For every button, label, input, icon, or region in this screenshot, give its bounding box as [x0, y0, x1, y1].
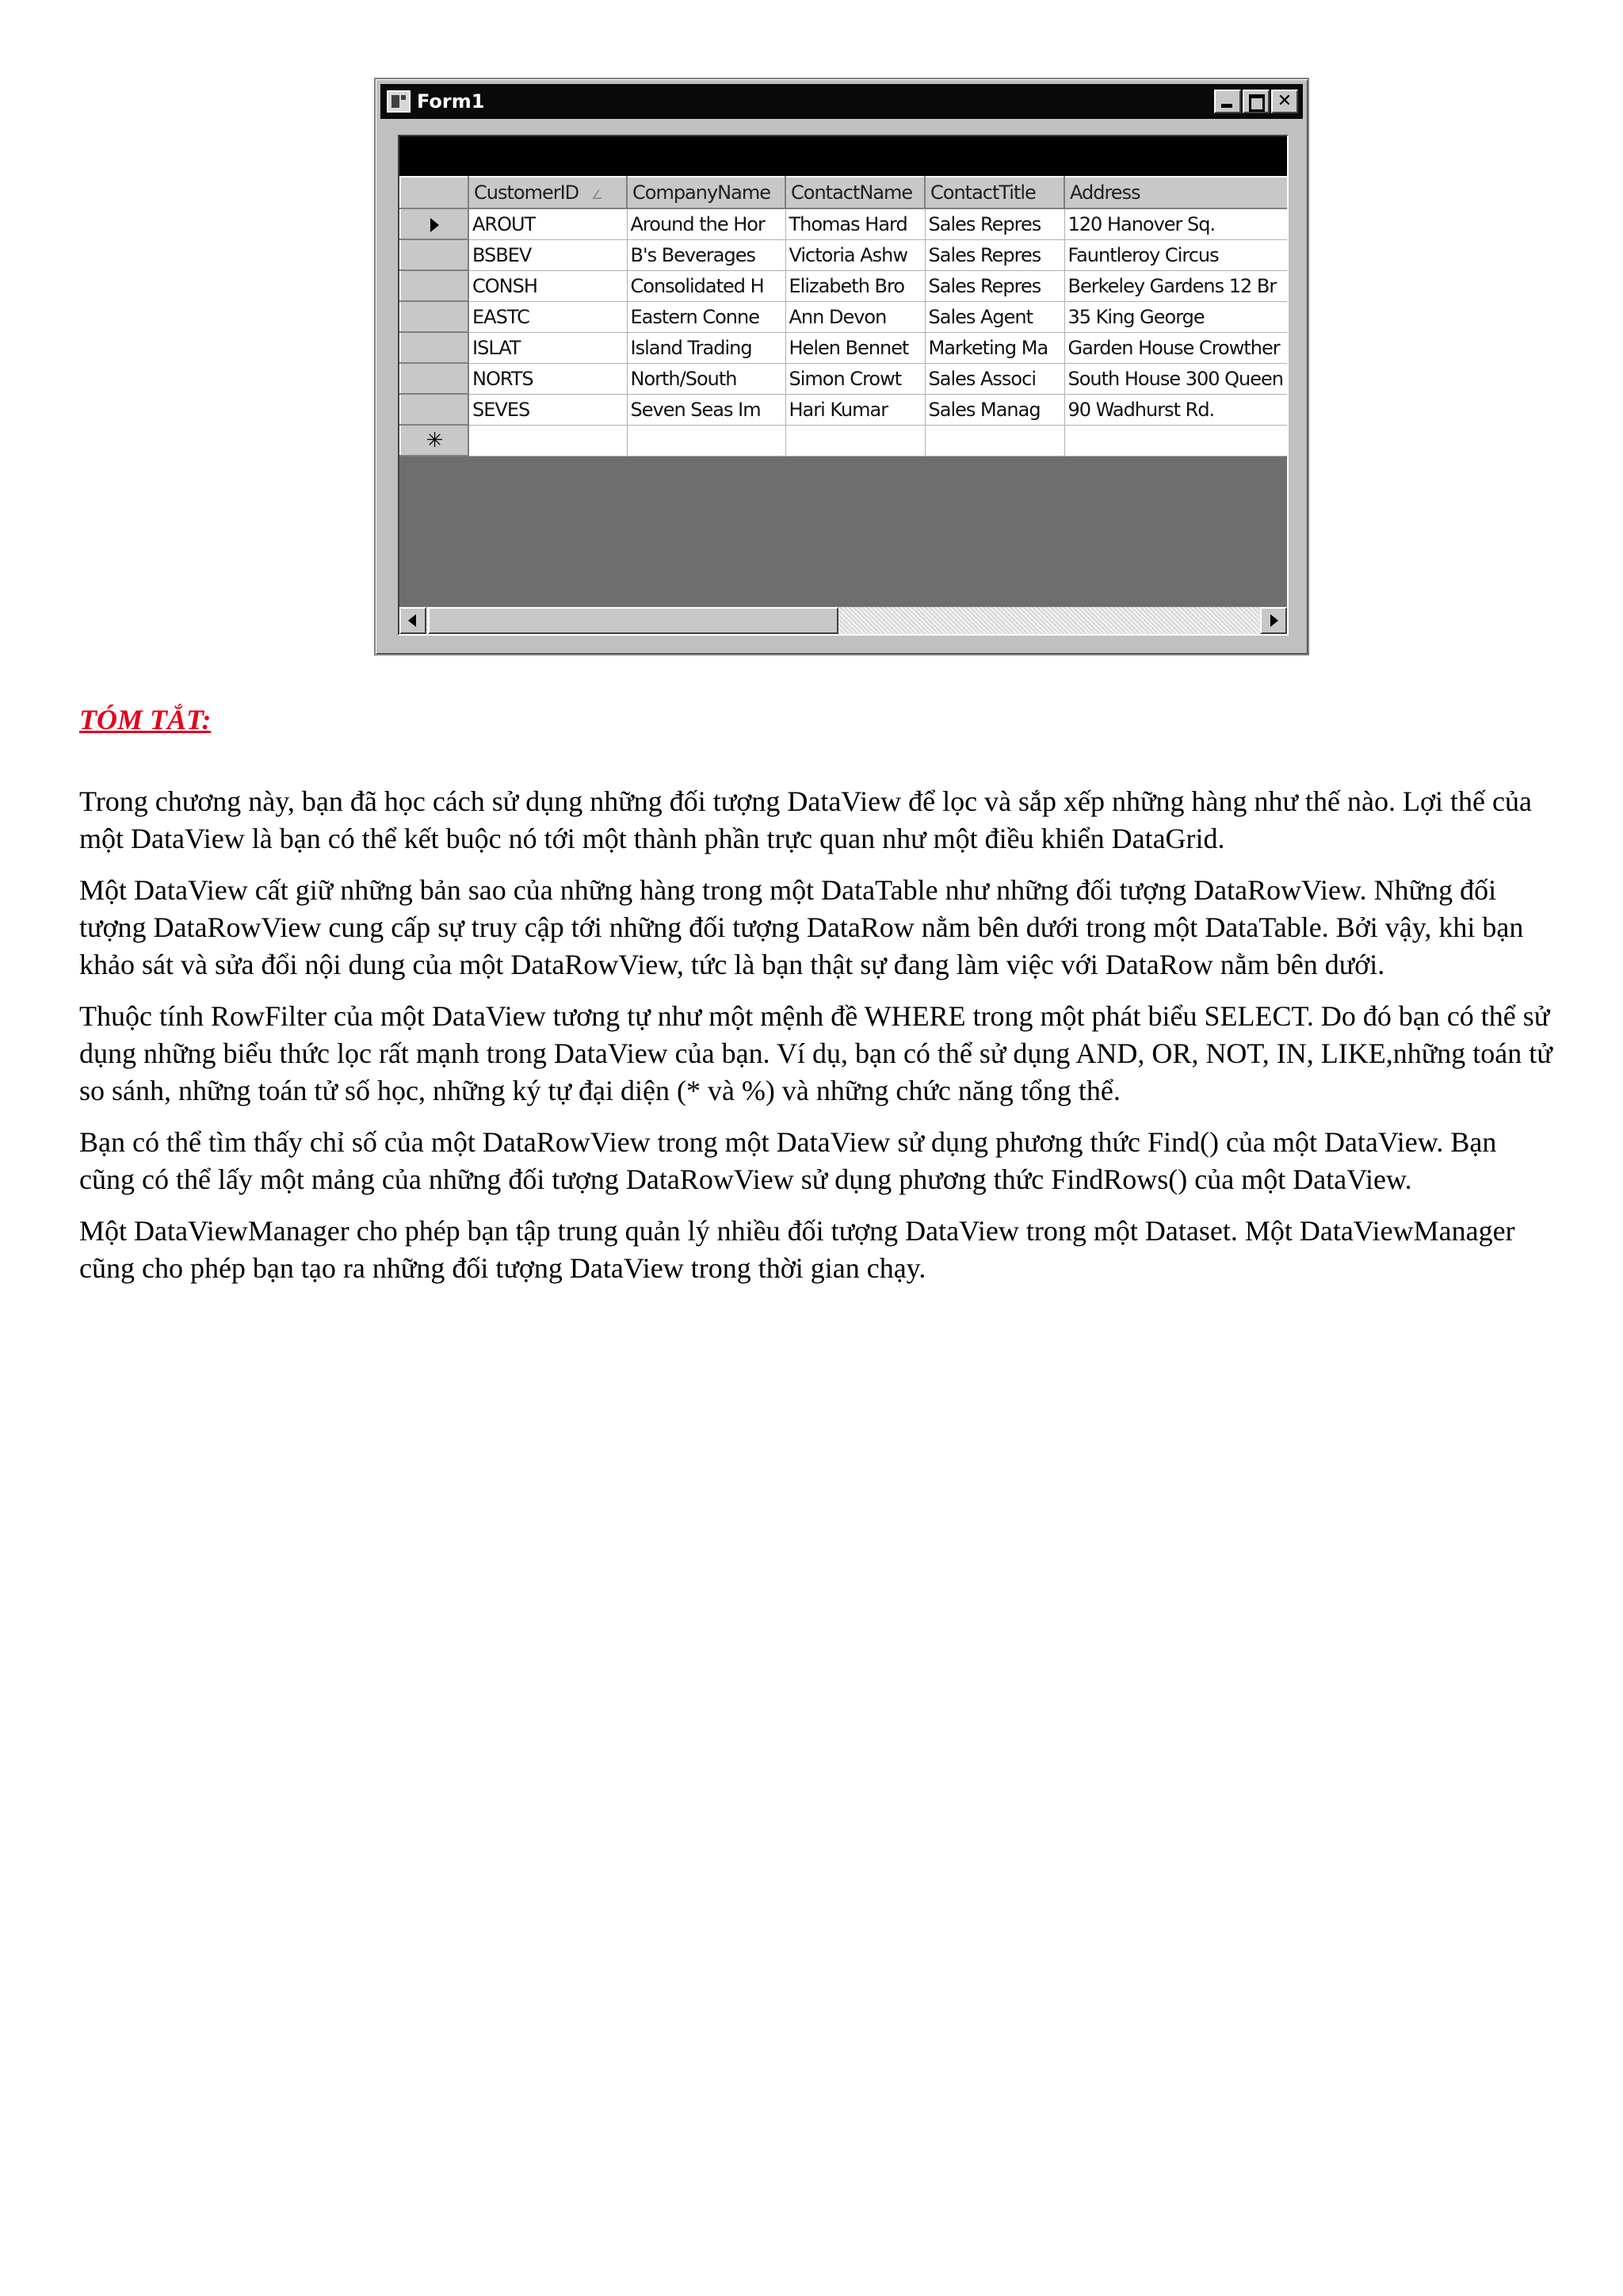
cell[interactable]: Victoria Ashw: [785, 239, 925, 270]
app-icon[interactable]: [387, 90, 411, 113]
form1-window: [374, 78, 1309, 655]
cell[interactable]: [1064, 425, 1288, 456]
summary-heading: TÓM TẮT:: [79, 704, 212, 735]
cell[interactable]: Seven Seas Im: [627, 394, 785, 425]
row-selector[interactable]: [400, 239, 468, 270]
table-row[interactable]: [400, 394, 1288, 425]
cell[interactable]: Elizabeth Bro: [785, 270, 925, 301]
cell[interactable]: Consolidated H: [627, 270, 785, 301]
new-row-selector[interactable]: [400, 425, 468, 456]
grid-table: [399, 176, 1289, 457]
cell[interactable]: Ann Devon: [785, 301, 925, 332]
cell[interactable]: Eastern Conne: [627, 301, 785, 332]
cell[interactable]: Island Trading: [627, 332, 785, 363]
cell[interactable]: Sales Agent: [925, 301, 1064, 332]
table-row[interactable]: [400, 208, 1288, 239]
table-row[interactable]: [400, 363, 1288, 394]
scroll-right-arrow-icon[interactable]: [1260, 607, 1287, 634]
cell[interactable]: Berkeley Gardens 12 Br: [1064, 270, 1288, 301]
cell[interactable]: Sales Repres: [925, 239, 1064, 270]
scroll-left-arrow-icon[interactable]: [399, 607, 426, 634]
grid-caption-bar: [399, 136, 1287, 176]
cell[interactable]: Sales Associ: [925, 363, 1064, 394]
summary-paragraph: Một DataView cất giữ những bản sao của những hàng trong một DataTable như những đối tượng DataRowView. Những đối tượng DataRowView cung cấp sự truy cập tới những đối tượng DataRow nằm bên dưới trong một DataTable. Bởi vậy, khi bạn khảo sát và sửa đổi nội dung của một DataRowView, tức là bạn thật sự đang làm việc với DataRow nằm bên dưới.: [79, 874, 1524, 980]
summary-paragraph: Một DataViewManager cho phép bạn tập trung quản lý nhiều đối tượng DataView trong một Dataset. Một DataViewManager cũng cho phép bạn tạo ra những đối tượng DataView trong thời gian chạy.: [79, 1215, 1515, 1284]
cell[interactable]: EASTC: [468, 301, 627, 332]
sort-indicator-icon: ∠: [591, 187, 602, 202]
new-row[interactable]: [400, 425, 1288, 456]
row-selector[interactable]: [400, 332, 468, 363]
cell[interactable]: Sales Manag: [925, 394, 1064, 425]
cell[interactable]: BSBEV: [468, 239, 627, 270]
grid-header-row: [400, 177, 1288, 208]
scrollbar-thumb[interactable]: [428, 607, 838, 634]
cell[interactable]: Garden House Crowther: [1064, 332, 1288, 363]
row-selector[interactable]: [400, 363, 468, 394]
cell[interactable]: [468, 425, 627, 456]
column-header-customerid[interactable]: [468, 177, 627, 208]
cell[interactable]: North/South: [627, 363, 785, 394]
column-header-address[interactable]: Address: [1064, 177, 1288, 208]
cell[interactable]: [925, 425, 1064, 456]
cell[interactable]: 90 Wadhurst Rd.: [1064, 394, 1288, 425]
current-row-arrow-icon: [430, 218, 439, 232]
maximize-button[interactable]: [1243, 90, 1270, 113]
table-row[interactable]: [400, 332, 1288, 363]
cell[interactable]: Around the Hor: [627, 208, 785, 239]
window-title: Form1: [417, 90, 485, 113]
row-selector[interactable]: [400, 394, 468, 425]
cell[interactable]: SEVES: [468, 394, 627, 425]
summary-paragraph: Trong chương này, bạn đã học cách sử dụng những đối tượng DataView để lọc và sắp xếp những hàng như thế nào. Lợi thế của một DataView là bạn có thể kết buộc nó tới một thành phần trực quan như một điều khiển DataGrid.: [79, 785, 1532, 854]
cell[interactable]: Hari Kumar: [785, 394, 925, 425]
cell[interactable]: Thomas Hard: [785, 208, 925, 239]
cell[interactable]: [785, 425, 925, 456]
new-row-asterisk-icon: ✳: [426, 428, 443, 453]
table-row[interactable]: [400, 270, 1288, 301]
title-bar[interactable]: [380, 84, 1303, 119]
row-selector[interactable]: [400, 301, 468, 332]
cell[interactable]: Sales Repres: [925, 208, 1064, 239]
cell[interactable]: Sales Repres: [925, 270, 1064, 301]
minimize-button[interactable]: [1214, 90, 1241, 113]
cell[interactable]: Helen Bennet: [785, 332, 925, 363]
table-row[interactable]: [400, 301, 1288, 332]
cell[interactable]: 120 Hanover Sq.: [1064, 208, 1288, 239]
column-header-contactname[interactable]: ContactName: [785, 177, 925, 208]
table-row[interactable]: [400, 239, 1288, 270]
data-grid[interactable]: [398, 135, 1289, 636]
column-header-companyname[interactable]: CompanyName: [627, 177, 785, 208]
summary-paragraph: Bạn có thể tìm thấy chỉ số của một DataRowView trong một DataView sử dụng phương thức Find() của một DataView. Bạn cũng có thể lấy một mảng của những đối tượng DataRowView sử dụng phương thức FindRows() của một DataView.: [79, 1126, 1497, 1195]
close-button[interactable]: ✕: [1271, 90, 1298, 113]
cell[interactable]: ISLAT: [468, 332, 627, 363]
cell[interactable]: South House 300 Queen: [1064, 363, 1288, 394]
row-selector[interactable]: [400, 208, 468, 239]
cell[interactable]: [627, 425, 785, 456]
summary-paragraph: Thuộc tính RowFilter của một DataView tương tự như một mệnh đề WHERE trong một phát biểu SELECT. Do đó bạn có thể sử dụng những biểu thức lọc rất mạnh trong DataView của bạn. Ví dụ, bạn có thể sử dụng AND, OR, NOT, IN, LIKE,những toán tử so sánh, những toán tử số học, những ký tự đại diện (* và %) và những chức năng tổng thể.: [79, 1000, 1552, 1106]
row-selector[interactable]: [400, 270, 468, 301]
cell[interactable]: CONSH: [468, 270, 627, 301]
column-header-contacttitle[interactable]: ContactTitle: [925, 177, 1064, 208]
cell[interactable]: AROUT: [468, 208, 627, 239]
cell[interactable]: NORTS: [468, 363, 627, 394]
summary-body: [79, 783, 1553, 1301]
corner-header[interactable]: [400, 177, 468, 208]
horizontal-scrollbar[interactable]: [399, 606, 1287, 634]
cell[interactable]: B's Beverages: [627, 239, 785, 270]
cell[interactable]: Simon Crowt: [785, 363, 925, 394]
cell[interactable]: 35 King George: [1064, 301, 1288, 332]
cell[interactable]: Marketing Ma: [925, 332, 1064, 363]
column-header-label: CustomerID: [474, 181, 579, 204]
cell[interactable]: Fauntleroy Circus: [1064, 239, 1288, 270]
